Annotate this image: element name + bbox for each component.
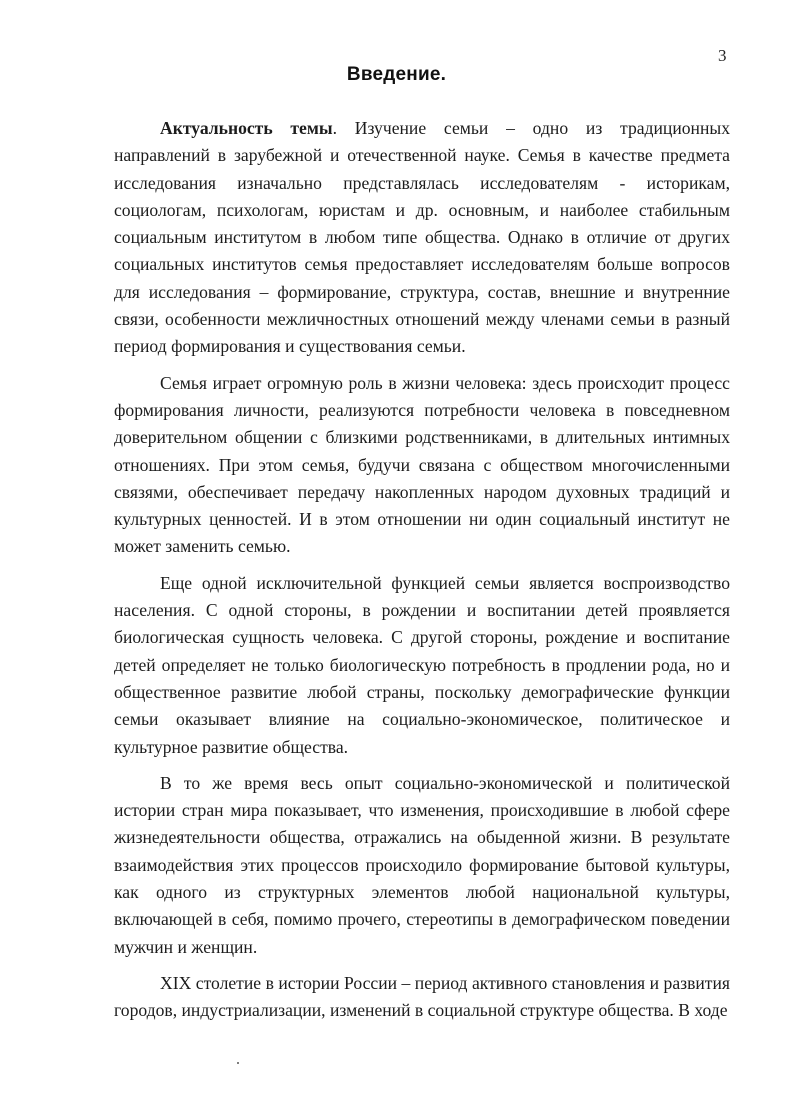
- paragraph-lead: Актуальность темы: [160, 118, 333, 138]
- paragraph-text: . Изучение семьи – одно из традиционных направлений в зарубежной и отечественной науке. Семья в качестве предмета исследования изначально представлялась исследователям - историкам, социологам, психологам, юристам и др. основным, и наиболее стабильным социальным институтом в любом типе общества. Однако в отличие от других социальных институтов семья предоставляет исследователям больше вопросов для исследования – формирование, структура, состав, внешние и внутренние связи, особенности межличностных отношений между членами семьи в разный период формирования и существования семьи.: [114, 118, 730, 357]
- paragraph-nineteenth-century: XIX столетие в истории России – период активного становления и развития городов, индустриализации, изменений в социальной структуре общества. В ходе: [114, 972, 730, 1021]
- paragraph-reproduction: Еще одной исключительной функцией семьи является воспроизводство населения. С одной стороны, в рождении и воспитании детей проявляется биологическая сущность человека. С другой стороны, рождение и воспитание детей определяет не только биологическую потребность в продлении рода, но и общественное развитие любой страны, поскольку демографические функции семьи оказывает влияние на социально-экономическое, политическое и культурное развитие общества.: [114, 572, 730, 757]
- paragraph-history-experience: В то же время весь опыт социально-экономической и политической истории стран мира показывает, что изменения, происходившие в любой сфере жизнедеятельности общества, отражались на обыденной жизни. В результате взаимодействия этих процессов происходило формирование бытовой культуры, как одного из структурных элементов любой национальной культуры, включающей в себя, помимо прочего, стереотипы в демографическом поведении мужчин и женщин.: [114, 772, 730, 957]
- body-text: [114, 115, 730, 1034]
- scan-speck: [237, 1062, 239, 1064]
- page-title: Введение.: [346, 64, 447, 85]
- paragraph-family-role: Семья играет огромную роль в жизни человека: здесь происходит процесс формирования личности, реализуются потребности человека в повседневном доверительном общении с близкими родственниками, в длительных интимных отношениях. При этом семья, будучи связана с обществом многочисленными связями, обеспечивает передачу накопленных народом духовных традиций и культурных ценностей. И в этом отношении ни один социальный институт не может заменить семью.: [114, 372, 730, 557]
- page-number: 3: [718, 46, 727, 65]
- paragraph-relevance: [114, 115, 730, 361]
